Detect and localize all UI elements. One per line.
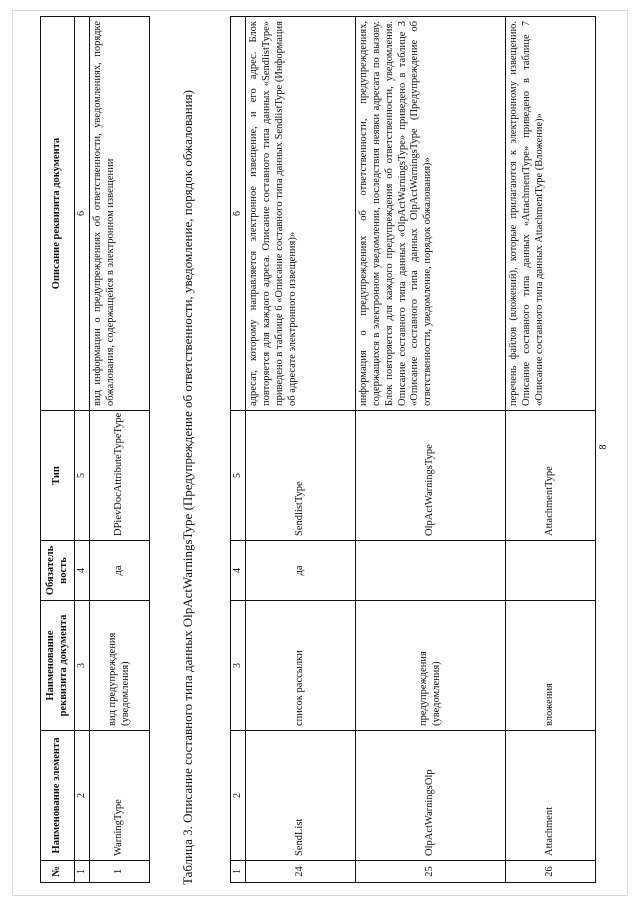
column-number: 2 [75, 731, 90, 861]
column-number: 4 [231, 541, 246, 601]
row-number: 25 [356, 861, 506, 883]
column-header: Обязатель ность [41, 541, 75, 601]
column-number: 5 [231, 411, 246, 541]
data-type: SendlistType [246, 411, 356, 541]
column-number: 1 [75, 861, 90, 883]
column-number: 1 [231, 861, 246, 883]
column-number: 6 [75, 17, 90, 411]
element-name: OlpActWarningsOlp [356, 731, 506, 861]
requisite-name: вложения [506, 601, 596, 731]
column-header: Наименование реквизита документа [41, 601, 75, 731]
required-flag [356, 541, 506, 601]
column-number: 4 [75, 541, 90, 601]
requisite-name: вид предупреждения (уведомления) [90, 601, 150, 731]
requisite-name: список рассылки [246, 601, 356, 731]
row-number: 1 [90, 861, 150, 883]
column-header: Наименование элемента [41, 731, 75, 861]
column-number: 3 [75, 601, 90, 731]
required-flag: да [246, 541, 356, 601]
data-type: OlpActWarningsType [356, 411, 506, 541]
requisite-name: предупреждения (уведомления) [356, 601, 506, 731]
data-type: AttachmentType [506, 411, 596, 541]
column-header: Описание реквизита документа [41, 17, 75, 411]
table-row [506, 17, 596, 883]
requisite-description: информация о предупреждениях об ответственности, предупреждениях, содержащихся в электронном уведомлении, последствия неявки адресата по вызову. Блок повторяется для каждого предупреждения об ответственности, уведомления. Описание составного типа данных «OlpActWarningsType» приведено в таблице 3 «Описание составного типа данных OlpActWarningsType (Предупреждение об ответственности, уведомление, порядок обжалования)» [356, 17, 506, 411]
row-number: 26 [506, 861, 596, 883]
column-number: 6 [231, 17, 246, 411]
table-row [246, 17, 356, 883]
page-number: 8 [598, 444, 609, 450]
column-number: 3 [231, 601, 246, 731]
element-name: SendList [246, 731, 356, 861]
top-table [230, 16, 596, 883]
required-flag: да [90, 541, 150, 601]
header-row [41, 17, 75, 883]
requisite-description: адресат, которому направляется электронное извещение, и его адрес. Блок повторяется для каждого адреса. Описание составного типа данных «SendlistType» приведено в таблице 6 «Описание составного типа данных SendlistType (Информация об адресате электронного извещения)» [246, 17, 356, 411]
column-header: Тип [41, 411, 75, 541]
data-type: DPievDocAttributeTypeType [90, 411, 150, 541]
bottom-table [40, 16, 150, 883]
requisite-description: перечень файлов (вложений), которые прилагаются к электронному извещению. Описание составного типа данных «AttachmentType» приведено в таблице 7 «Описание составного типа данных AttachmentType (Вложение)» [506, 17, 596, 411]
element-name: Attachment [506, 731, 596, 861]
table-row [90, 17, 150, 883]
column-number-row [75, 17, 90, 883]
column-number: 2 [231, 731, 246, 861]
element-name: WarningType [90, 731, 150, 861]
row-number: 24 [246, 861, 356, 883]
required-flag [506, 541, 596, 601]
table-row [356, 17, 506, 883]
requisite-description: вид информации о предупреждениях об ответственности, уведомлениях, порядке обжалования, содержащейся в электронном извещении [90, 17, 150, 411]
table-caption: Таблица 3. Описание составного типа данных OlpActWarningsType (Предупреждение об ответственности, уведомление, порядок обжалования) [180, 90, 195, 885]
column-number: 5 [75, 411, 90, 541]
column-number-row [231, 17, 246, 883]
column-header: № [41, 861, 75, 883]
